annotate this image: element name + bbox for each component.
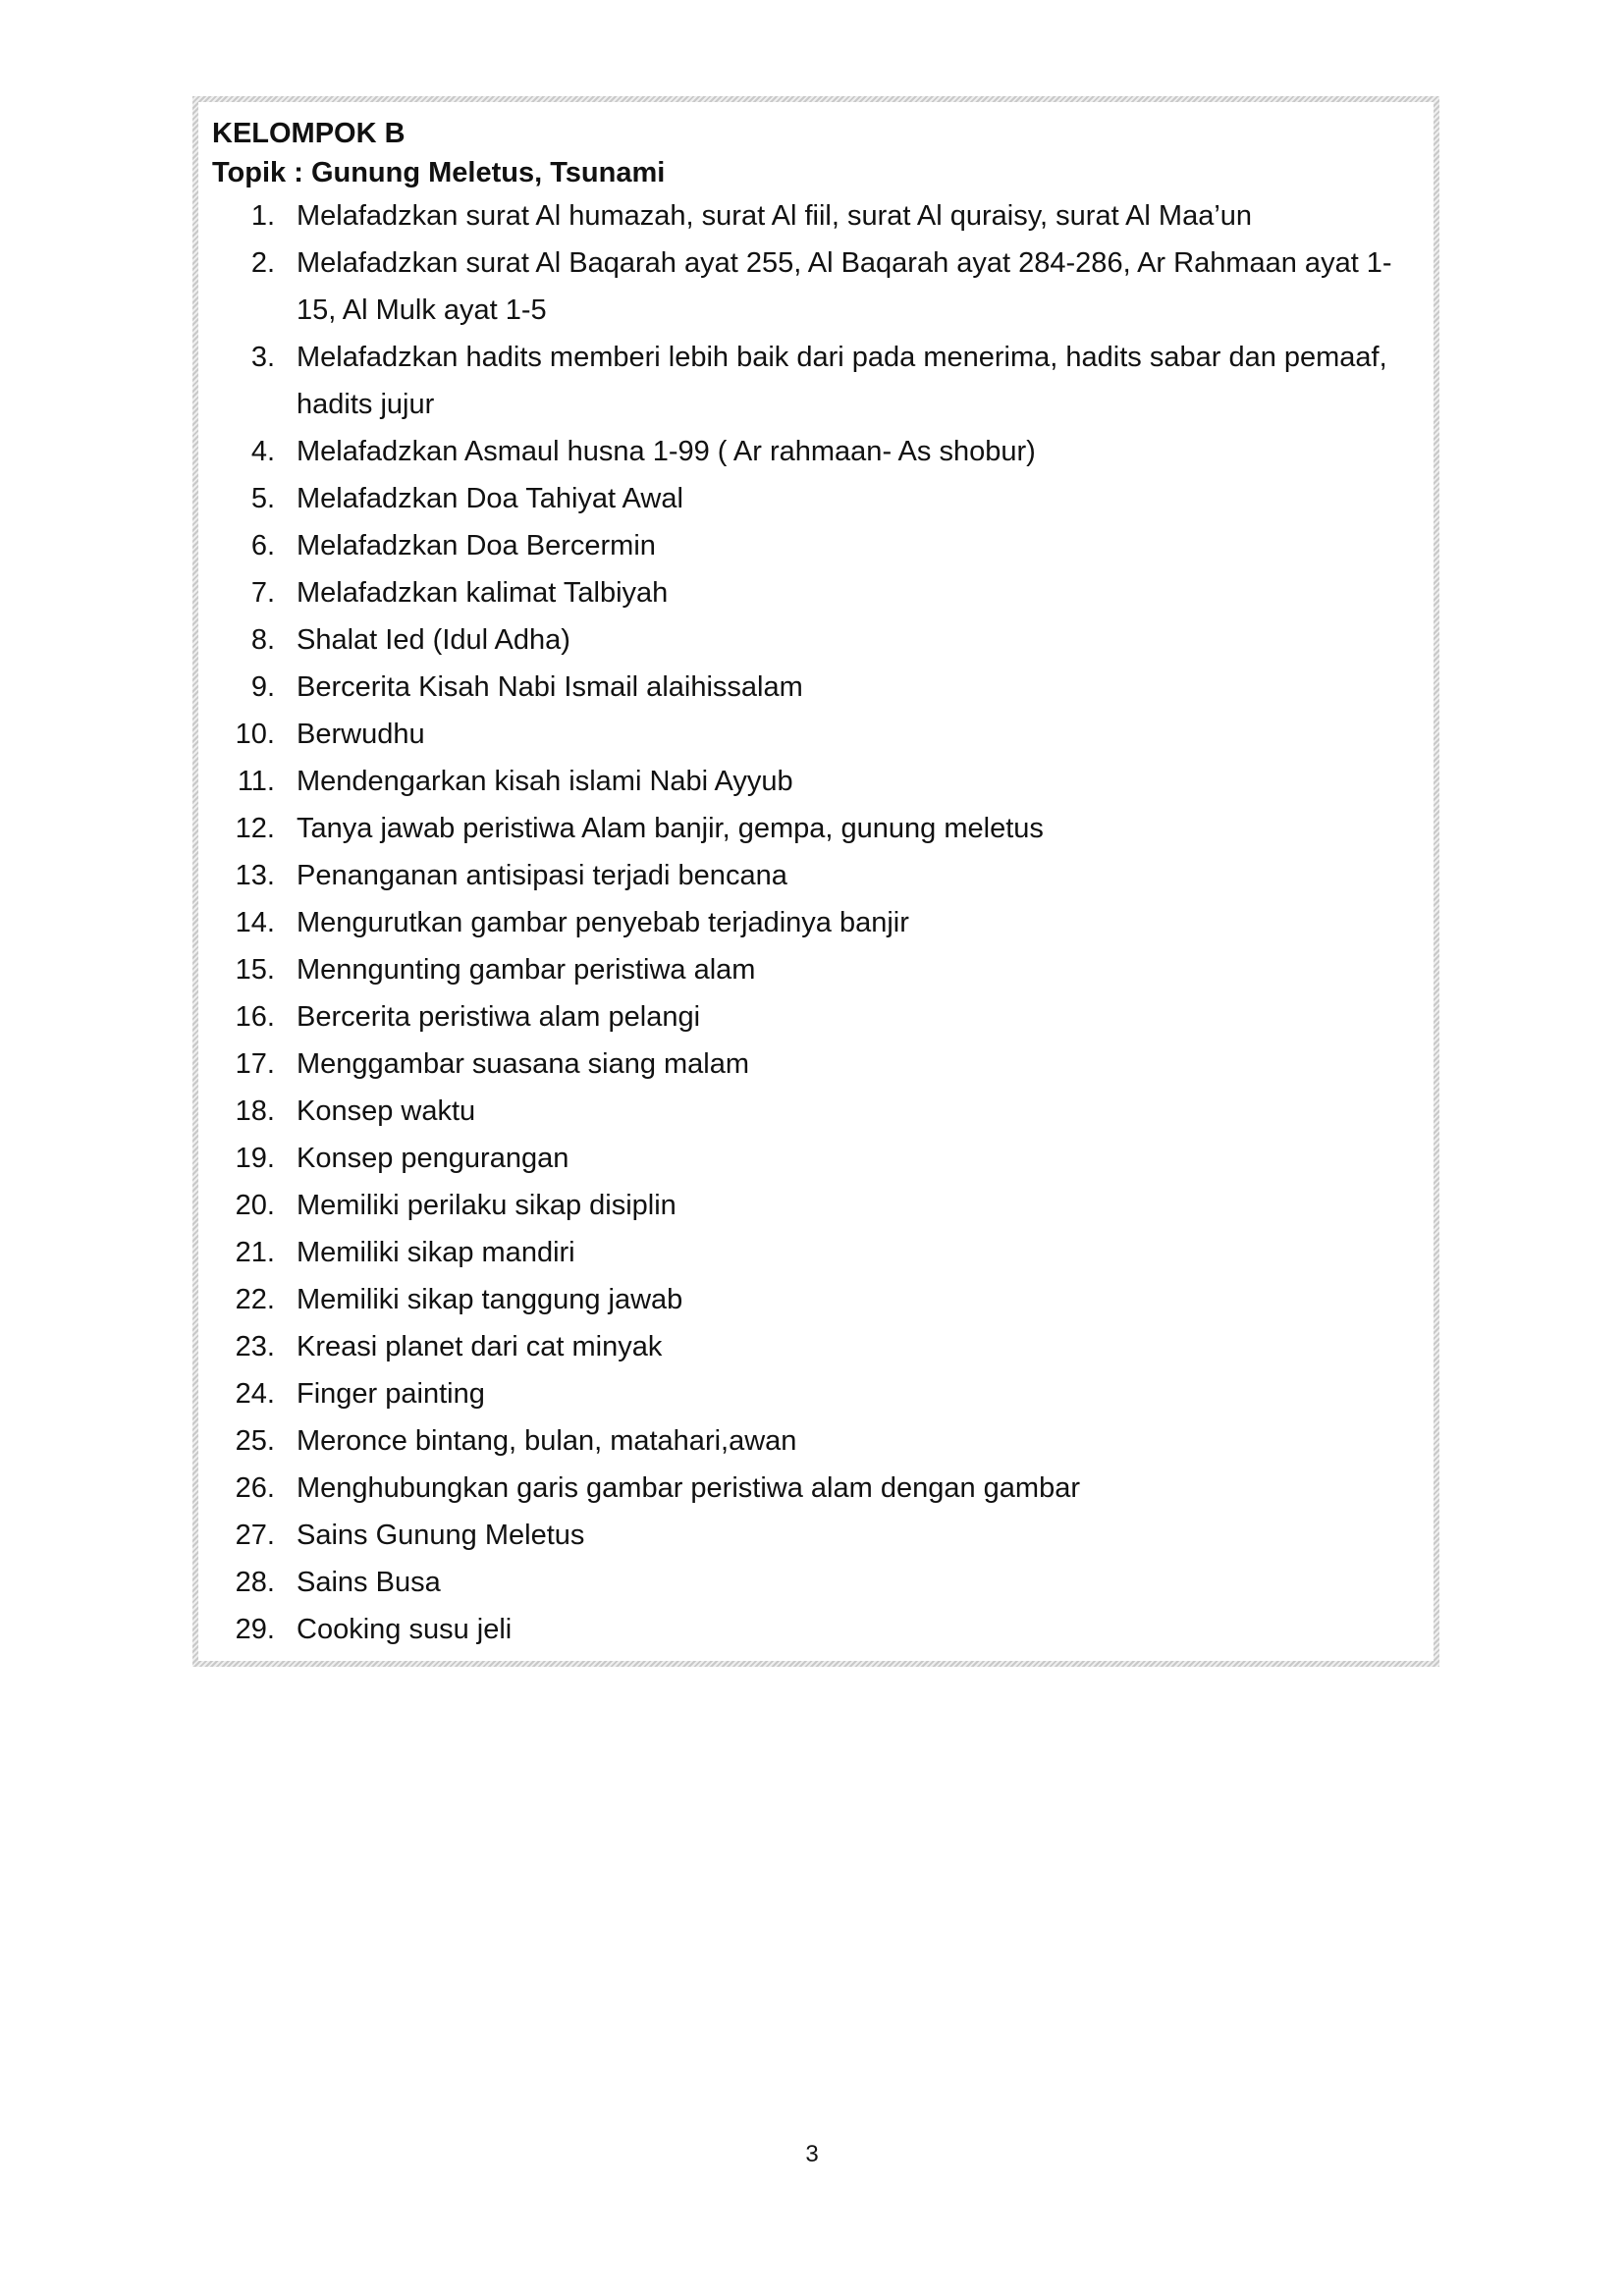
list-item	[212, 1370, 1420, 1417]
list-item	[212, 1606, 1420, 1653]
list-item-text: Melafadzkan Asmaul husna 1-99 ( Ar rahmaan- As shobur)	[297, 436, 1036, 467]
list-item-text: Cooking susu jeli	[297, 1614, 513, 1645]
list-item-text: Konsep waktu	[297, 1095, 476, 1127]
list-item-number: 13.	[235, 860, 275, 891]
list-item-text: Bercerita peristiwa alam pelangi	[297, 1001, 701, 1033]
list-item-number: 20.	[235, 1190, 275, 1221]
list-item-number: 11.	[237, 766, 275, 797]
list-item-number: 28.	[235, 1567, 275, 1598]
list-item-text: Mendengarkan kisah islami Nabi Ayyub	[297, 766, 793, 797]
list-item-text: Melafadzkan hadits memberi lebih baik dari pada menerima, hadits sabar dan pemaaf, hadits jujur	[297, 342, 1387, 420]
page-number: 3	[805, 2141, 819, 2167]
list-item-number: 18.	[235, 1095, 275, 1127]
list-item-number: 1.	[250, 200, 275, 232]
list-item	[212, 616, 1420, 664]
list-item	[212, 1276, 1420, 1323]
list-item-text: Memiliki perilaku sikap disiplin	[297, 1190, 677, 1221]
list-item	[212, 1088, 1420, 1135]
list-item	[212, 1512, 1420, 1559]
list-item-text: Penanganan antisipasi terjadi bencana	[297, 860, 787, 891]
list-item-text: Memiliki sikap tanggung jawab	[297, 1284, 683, 1315]
topic-heading: Topik : Gunung Meletus, Tsunami	[212, 157, 666, 188]
list-item-number: 5.	[250, 483, 275, 514]
list-item-number: 27.	[235, 1520, 275, 1551]
list-item-number: 21.	[235, 1237, 275, 1268]
list-item	[212, 1135, 1420, 1182]
list-item	[212, 240, 1420, 334]
list-item	[212, 192, 1420, 240]
list-item-number: 2.	[250, 247, 275, 279]
list-item	[212, 1041, 1420, 1088]
list-item	[212, 1465, 1420, 1512]
list-item	[212, 993, 1420, 1041]
list-item-number: 19.	[235, 1143, 275, 1174]
list-item-number: 29.	[235, 1614, 275, 1645]
list-item	[212, 1559, 1420, 1606]
list-item-number: 4.	[250, 436, 275, 467]
list-item-text: Melafadzkan surat Al humazah, surat Al fiil, surat Al quraisy, surat Al Maa’un	[297, 200, 1253, 232]
list-item-number: 22.	[235, 1284, 275, 1315]
list-item-number: 17.	[235, 1048, 275, 1080]
list-item-text: Finger painting	[297, 1378, 485, 1410]
list-item-number: 23.	[235, 1331, 275, 1362]
list-item	[212, 852, 1420, 899]
list-item-text: Melafadzkan Doa Bercermin	[297, 530, 656, 561]
group-title: KELOMPOK B	[212, 118, 406, 149]
list-item-text: Menggambar suasana siang malam	[297, 1048, 750, 1080]
list-item-number: 7.	[250, 577, 275, 609]
list-item-text: Mengurutkan gambar penyebab terjadinya banjir	[297, 907, 909, 938]
list-item	[212, 946, 1420, 993]
list-item-number: 24.	[235, 1378, 275, 1410]
list-item-text: Melafadzkan Doa Tahiyat Awal	[297, 483, 683, 514]
list-item-text: Melafadzkan surat Al Baqarah ayat 255, Al Baqarah ayat 284-286, Ar Rahmaan ayat 1-15, Al Mulk ayat 1-5	[297, 247, 1392, 326]
list-item-text: Menghubungkan garis gambar peristiwa alam dengan gambar	[297, 1472, 1080, 1504]
list-item	[212, 1323, 1420, 1370]
list-item-text: Konsep pengurangan	[297, 1143, 569, 1174]
list-item-number: 6.	[250, 530, 275, 561]
list-item	[212, 664, 1420, 711]
list-item-number: 10.	[235, 719, 275, 750]
list-item	[212, 758, 1420, 805]
list-item	[212, 1417, 1420, 1465]
list-item-number: 14.	[235, 907, 275, 938]
list-item-text: Memiliki sikap mandiri	[297, 1237, 575, 1268]
list-item-number: 25.	[235, 1425, 275, 1457]
list-item-number: 26.	[235, 1472, 275, 1504]
list-item-text: Tanya jawab peristiwa Alam banjir, gempa, gunung meletus	[297, 813, 1044, 844]
list-item	[212, 569, 1420, 616]
list-item	[212, 805, 1420, 852]
list-item-number: 15.	[235, 954, 275, 986]
list-item	[212, 475, 1420, 522]
list-item-text: Melafadzkan kalimat Talbiyah	[297, 577, 669, 609]
list-item	[212, 1182, 1420, 1229]
list-item	[212, 1229, 1420, 1276]
list-item-text: Shalat Ied (Idul Adha)	[297, 624, 570, 656]
list-item-text: Sains Busa	[297, 1567, 441, 1598]
list-item-text: Meronce bintang, bulan, matahari,awan	[297, 1425, 797, 1457]
list-item-text: Menngunting gambar peristiwa alam	[297, 954, 756, 986]
list-item-number: 12.	[235, 813, 275, 844]
list-item	[212, 428, 1420, 475]
bordered-content-frame	[192, 96, 1439, 1667]
list-item	[212, 899, 1420, 946]
list-item-text: Kreasi planet dari cat minyak	[297, 1331, 663, 1362]
list-item-number: 3.	[250, 342, 275, 373]
list-item-number: 16.	[235, 1001, 275, 1033]
list-item-text: Sains Gunung Meletus	[297, 1520, 585, 1551]
list-item-number: 9.	[250, 671, 275, 703]
list-item	[212, 334, 1420, 428]
list-item-text: Berwudhu	[297, 719, 425, 750]
list-item-text: Bercerita Kisah Nabi Ismail alaihissalam	[297, 671, 803, 703]
list-item	[212, 522, 1420, 569]
frame-content	[198, 102, 1434, 1661]
activity-list	[212, 192, 1420, 1653]
list-item-number: 8.	[250, 624, 275, 656]
list-item	[212, 711, 1420, 758]
